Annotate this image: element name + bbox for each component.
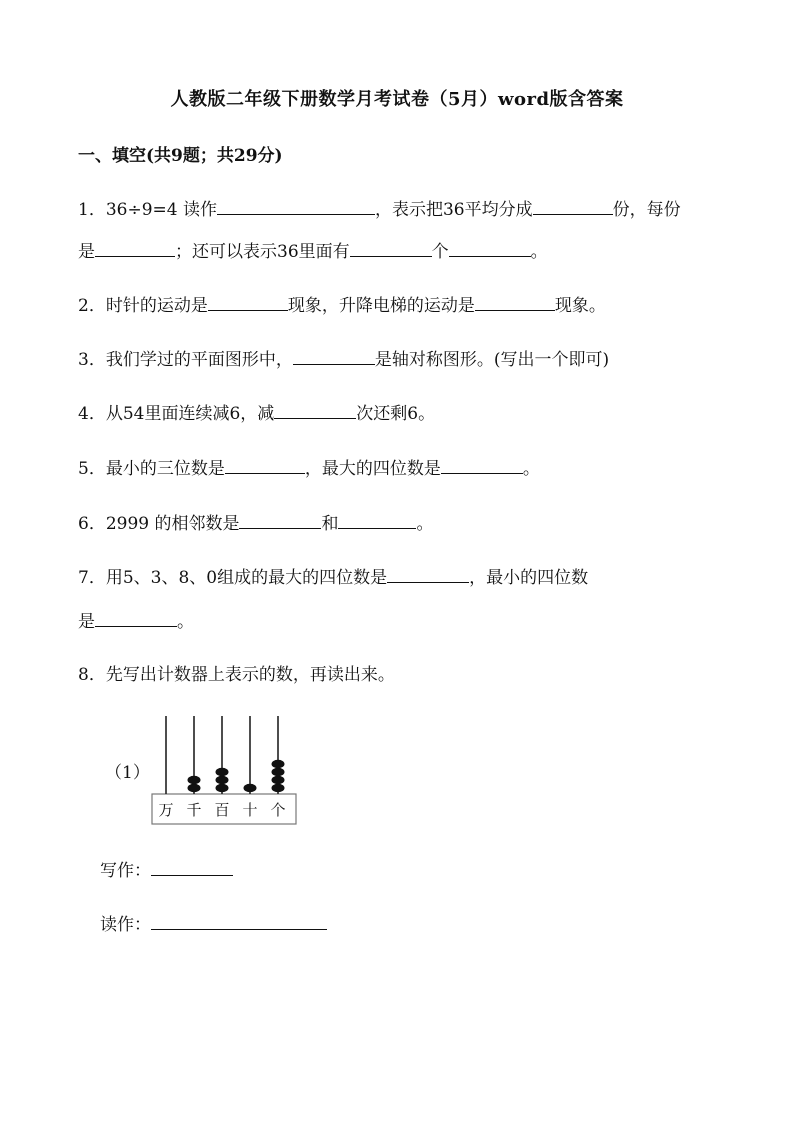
abacus-bead bbox=[188, 784, 201, 792]
place-value-label: 个 bbox=[270, 801, 286, 819]
abacus-bead bbox=[244, 784, 257, 792]
answer-blank[interactable] bbox=[350, 238, 432, 257]
abacus-figure bbox=[150, 712, 300, 832]
place-value-label: 万 bbox=[158, 801, 174, 819]
section-heading: 一、填空(共9题；共29分) bbox=[78, 146, 283, 166]
abacus-bead bbox=[272, 784, 285, 792]
answer-blank[interactable] bbox=[293, 346, 375, 365]
answer-blank[interactable] bbox=[387, 564, 469, 583]
write-answer-blank[interactable] bbox=[151, 857, 233, 876]
answer-blank[interactable] bbox=[449, 238, 531, 257]
document-title: 人教版二年级下册数学月考试卷（5月）word版含答案 bbox=[170, 89, 624, 110]
question-2: 2．时针的运动是 现象，升降电梯的运动是 现象。 bbox=[78, 292, 606, 318]
answer-blank[interactable] bbox=[95, 238, 175, 257]
answer-blank[interactable] bbox=[95, 608, 177, 627]
read-line: 读作： bbox=[100, 911, 327, 937]
abacus-bead bbox=[216, 768, 229, 776]
place-value-label: 千 bbox=[186, 801, 202, 819]
abacus-bead bbox=[272, 768, 285, 776]
abacus-bead bbox=[188, 776, 201, 784]
answer-blank[interactable] bbox=[217, 196, 375, 215]
question-1-line-2: 是 ；还可以表示36里面有 个 。 bbox=[78, 238, 548, 264]
question-5: 5．最小的三位数是 ，最大的四位数是 。 bbox=[78, 455, 540, 481]
answer-blank[interactable] bbox=[225, 455, 305, 474]
question-6: 6．2999 的相邻数是 和 。 bbox=[78, 510, 433, 536]
question-3: 3．我们学过的平面图形中， 是轴对称图形。(写出一个即可) bbox=[78, 346, 609, 372]
answer-blank[interactable] bbox=[338, 510, 416, 529]
answer-blank[interactable] bbox=[475, 292, 555, 311]
answer-blank[interactable] bbox=[441, 455, 523, 474]
question-8: 8．先写出计数器上表示的数，再读出来。 bbox=[78, 665, 395, 685]
question-1-line-1: 1．36÷9=4 读作 ，表示把36平均分成 份，每份 bbox=[78, 196, 681, 222]
abacus-bead bbox=[216, 776, 229, 784]
read-answer-blank[interactable] bbox=[151, 911, 327, 930]
question-7-line-1: 7．用5、3、8、0组成的最大的四位数是 ，最小的四位数 bbox=[78, 564, 588, 590]
abacus-bead bbox=[272, 776, 285, 784]
question-4: 4．从54里面连续减6，减 次还剩6。 bbox=[78, 400, 435, 426]
write-line: 写作： bbox=[100, 857, 233, 883]
abacus-bead bbox=[272, 760, 285, 768]
answer-blank[interactable] bbox=[239, 510, 321, 529]
question-7-line-2: 是 。 bbox=[78, 608, 194, 634]
part-label: （1） bbox=[105, 763, 150, 783]
answer-blank[interactable] bbox=[274, 400, 356, 419]
answer-blank[interactable] bbox=[533, 196, 613, 215]
abacus-bead bbox=[216, 784, 229, 792]
place-value-label: 十 bbox=[242, 801, 258, 819]
answer-blank[interactable] bbox=[208, 292, 288, 311]
place-value-label: 百 bbox=[214, 801, 230, 819]
